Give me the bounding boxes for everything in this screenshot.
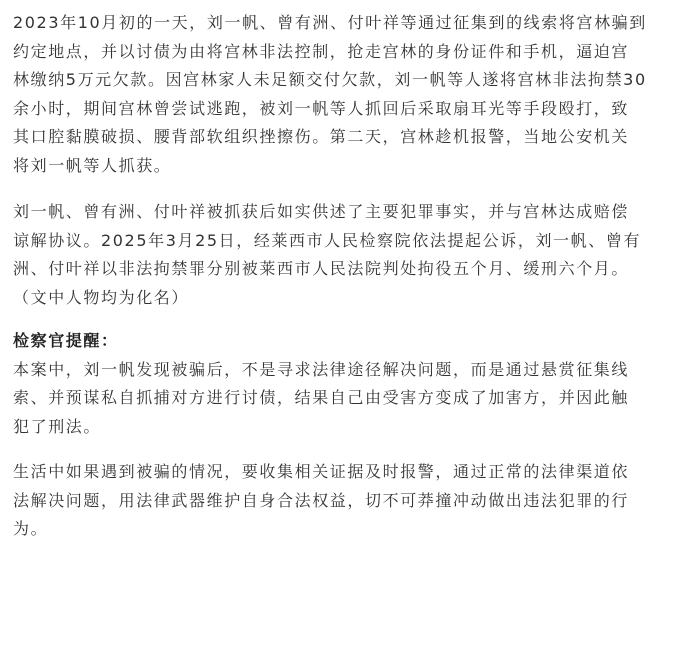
text-line: 为。: [13, 519, 49, 538]
case-narrative-paragraph: [13, 9, 666, 180]
prosecutor-reminder-heading: 检察官提醒：: [13, 331, 119, 350]
text-line: 约定地点，并以讨债为由将宫林非法控制，抢走宫林的身份证件和手机，逼迫宫: [13, 41, 630, 61]
paragraph-spacer: [13, 312, 666, 327]
text-line: 本案中，刘一帆发现被骗后，不是寻求法律途径解决问题，而是通过悬赏征集线: [13, 359, 630, 379]
text-line: 余小时，期间宫林曾尝试逃跑，被刘一帆等人抓回后采取扇耳光等手段殴打，致: [13, 98, 630, 118]
paragraph-spacer: [13, 180, 666, 198]
text-line: 谅解协议。2025年3月25日，经莱西市人民检察院依法提起公诉，刘一帆、曾有: [13, 230, 642, 250]
text-line: 其口腔黏膜破损、腰背部软组织挫擦伤。第二天，宫林趁机报警，当地公安机关: [13, 127, 630, 146]
pseudonym-note: （文中人物均为化名）: [13, 287, 190, 307]
paragraph-spacer: [13, 441, 666, 458]
text-line: 将刘一帆等人抓获。: [13, 155, 172, 175]
text-line: 生活中如果遇到被骗的情况，要收集相关证据及时报警，通过正常的法律渠道依: [13, 462, 630, 481]
text-line: 刘一帆、曾有洲、付叶祥被抓获后如实供述了主要犯罪事实，并与宫林达成赔偿: [13, 202, 630, 221]
advice-paragraph: [13, 458, 666, 544]
text-line: 犯了刑法。: [13, 416, 102, 436]
text-line: 索、并预谋私自抓捕对方进行讨债，结果自己由受害方变成了加害方，并因此触: [13, 388, 630, 407]
text-line: 洲、付叶祥以非法拘禁罪分别被莱西市人民法院判处拘役五个月、缓刑六个月。: [13, 259, 630, 278]
text-line: 法解决问题，用法律武器维护自身合法权益，切不可莽撞冲动做出违法犯罪的行: [13, 490, 630, 510]
text-line: 林缴纳5万元欠款。因宫林家人未足额交付欠款，刘一帆等人遂将宫林非法拘禁30: [13, 70, 647, 89]
prosecutor-reminder-section: [13, 327, 666, 441]
case-outcome-paragraph: [13, 198, 666, 312]
text-line: 2023年10月初的一天，刘一帆、曾有洲、付叶祥等通过征集到的线索将宫林骗到: [13, 13, 647, 32]
